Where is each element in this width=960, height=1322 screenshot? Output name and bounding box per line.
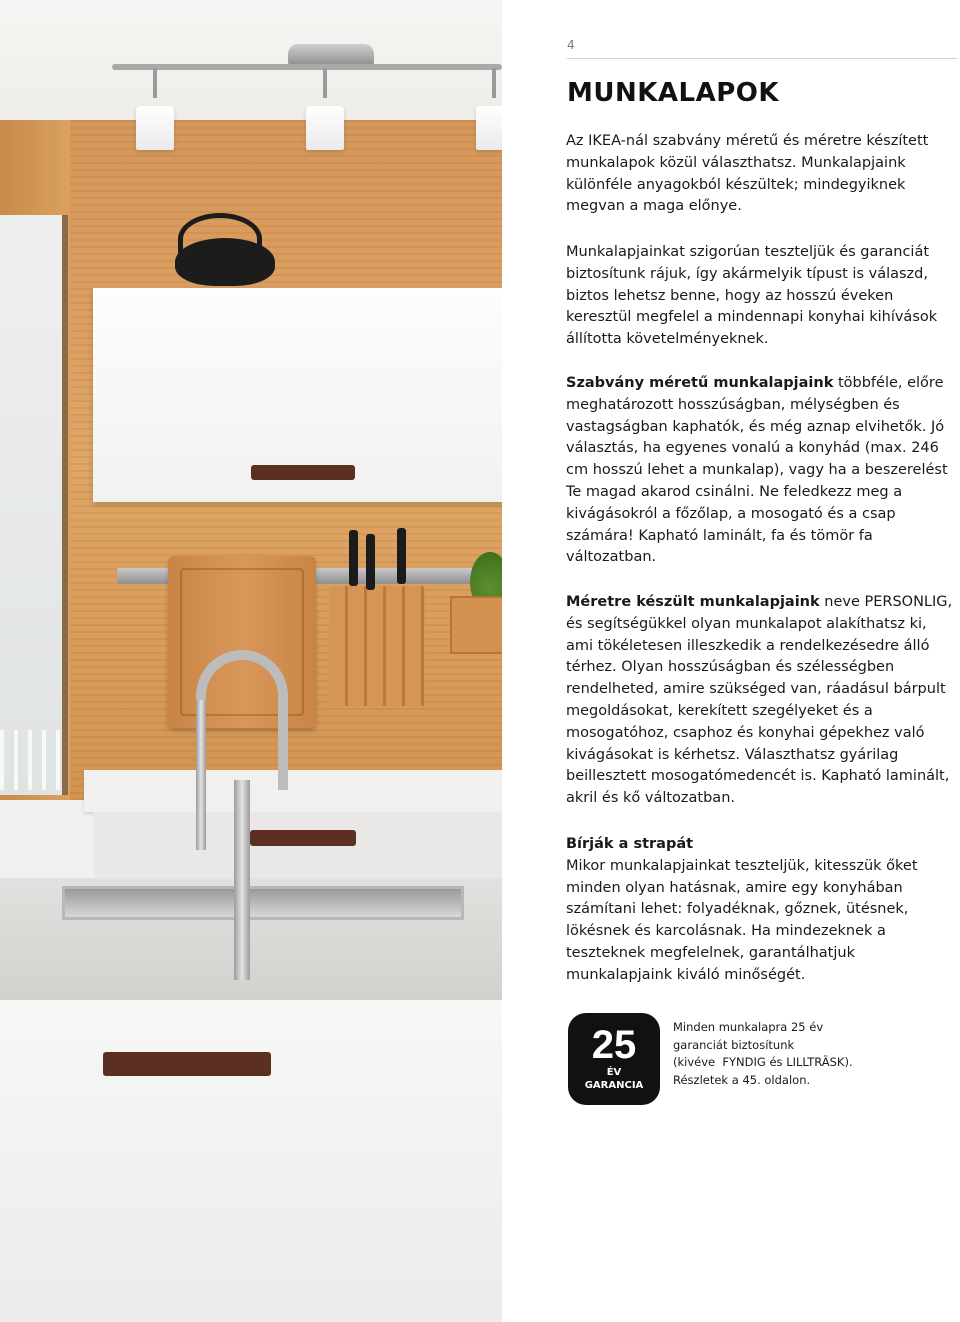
knife-block (329, 586, 425, 706)
standard-worktops-lead: Szabvány méretű munkalapjaink (566, 375, 834, 391)
drawer-handle (250, 830, 356, 846)
lamp-stem (492, 68, 496, 98)
back-countertop (84, 770, 502, 812)
window-railing (0, 730, 62, 790)
standard-worktops-paragraph (566, 373, 958, 569)
custom-worktops-lead: Méretre készült munkalapjaink (566, 594, 820, 610)
header-divider (567, 58, 957, 59)
ceiling-lamp-rail (112, 64, 502, 70)
testing-paragraph: Munkalapjainkat szigorúan teszteljük és garanciát biztosítunk rájuk, így akármelyik típust is válaszd, biztos lehetsz benne, hogy az hosszú éveken keresztül megfelel a mindennapi konyhai kihívások állította követelményeknek. (566, 244, 938, 348)
guarantee-badge (568, 1013, 660, 1105)
teapot (175, 238, 275, 286)
lamp-shade (136, 106, 174, 150)
guarantee-note-line: garanciát biztosítunk (673, 1037, 795, 1052)
custom-worktops-body: neve PERSONLIG, és segítségükkel olyan munkalapot alakíthatsz ki, ami tökéletesen illeszkedik a rendelkezésedre álló térhez. Olyan hosszúságban és szélességben rendelheted, amire szükséged van, ráadásul bárpult megoldásokat, kerekített szegélyeket és a mosogatóhoz, csaphoz és konyhai gépekhez való kivágásokat is kérhetsz. Választhatsz gyárilag beillesztett mosogatómedencét is. Kapható laminált, akril és kő változatban. (566, 594, 953, 807)
intro-paragraph: Az IKEA-nál szabvány méretű és méretre készített munkalapok közül választhatsz. Munkalapjaink különféle anyagokból készültek; mindegyiknek megvan a maga előnye. (566, 133, 929, 215)
guarantee-label: GARANCIA (584, 1080, 644, 1091)
durability-body: Mikor munkalapjainkat teszteljük, kitesszük őket minden olyan hatásnak, amire egy konyhában számítani lehet: folyadéknak, gőznek, ütésnek, lökésnek és karcolásnak. Ha mindezeknek a teszteknek megfelelnek, garantálhatjuk munkalapjaink kiváló minőségét. (566, 857, 918, 983)
lamp-stem (153, 68, 157, 98)
guarantee-years: 25 (591, 1023, 637, 1067)
durability-heading: Bírják a strapát (566, 836, 694, 852)
faucet-stem (234, 780, 250, 980)
guarantee-note-line: Részletek a 45. oldalon. (673, 1072, 811, 1087)
ceiling-lamp-base (288, 44, 374, 66)
page-number: 4 (567, 38, 575, 52)
knife-handle (349, 530, 358, 586)
guarantee-unit: ÉV (606, 1067, 622, 1078)
cabinet-handle (251, 465, 355, 480)
page-title: MUNKALAPOK (567, 78, 780, 108)
faucet-spout (196, 700, 206, 850)
guarantee-note-line: (kivéve FYNDIG és LILLTRÄSK). (673, 1055, 853, 1069)
lamp-shade (306, 106, 344, 150)
durability-paragraph (566, 834, 958, 987)
sink (62, 886, 464, 920)
faucet-arc (196, 650, 288, 790)
window (0, 215, 68, 795)
custom-worktops-paragraph (566, 592, 958, 810)
island-front (0, 1000, 502, 1322)
lamp-stem (323, 68, 327, 98)
island-drawer-handle (103, 1052, 271, 1076)
guarantee-note-line: Minden munkalapra 25 év (673, 1020, 824, 1034)
ceiling (0, 0, 502, 120)
lamp-shade (476, 106, 502, 150)
knife-handle (366, 534, 375, 590)
standard-worktops-body: többféle, előre meghatározott hosszúságban, mélységben és vastagságban kaphatók, és még aznap elvihetők. Jó választás, ha egyenes vonalú a konyhád (max. 246 cm hosszú lehet a munkalap), vagy ha a beszerelést Te magad akarod csinálni. Ne feledkezz meg a kivágásokról a főzőlap, a mosogató és a csap számára! Kapható laminált, fa és tömör fa változatban. (566, 375, 948, 566)
plant-box (450, 596, 502, 654)
back-drawers (94, 812, 502, 882)
guarantee-note (673, 1019, 933, 1089)
knife-handle (397, 528, 406, 584)
